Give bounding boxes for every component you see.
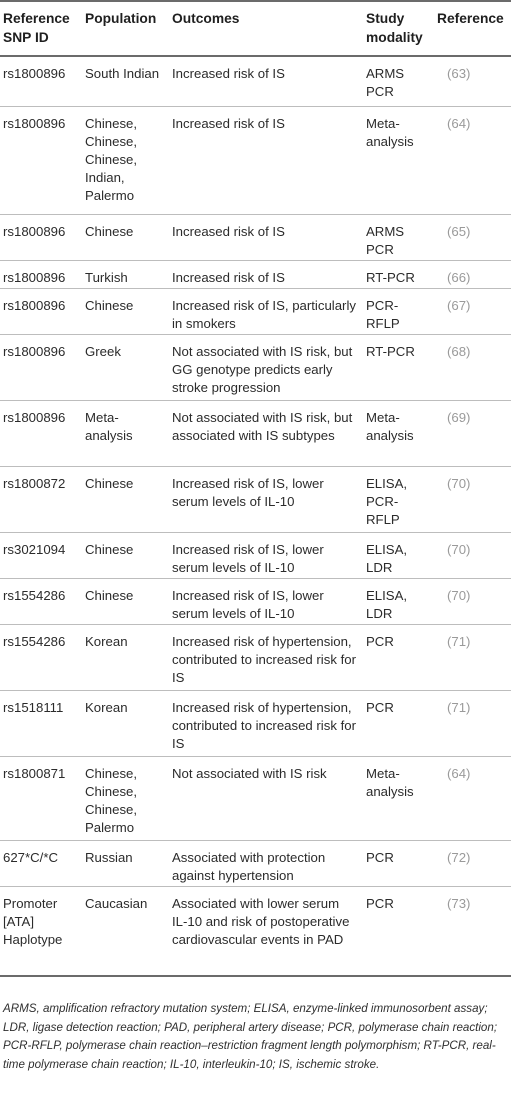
reference-link[interactable]: (71): [433, 624, 511, 690]
snp-id-cell: rs1800871: [0, 756, 81, 840]
study-modality-cell: ELISA, LDR: [362, 532, 433, 578]
study-modality-cell: PCR-RFLP: [362, 288, 433, 334]
outcomes-cell: Associated with lower serum IL-10 and risk of postoperative cardiovascular events in PAD: [168, 886, 362, 976]
study-modality-cell: Meta-analysis: [362, 756, 433, 840]
table-row: [0, 334, 511, 400]
population-cell: South Indian: [81, 56, 168, 106]
table-row: [0, 690, 511, 756]
table-footnote: ARMS, amplification refractory mutation system; ELISA, enzyme-linked immunosorbent assay; LDR, ligase detection reaction; PAD, peripheral artery disease; PCR, polymerase chain reaction; PCR-RFLP, polymerase chain reaction–restriction fragment length polymorphism; RT-PCR, real-time polymerase chain reaction; IL-10, interleukin-10; IS, ischemic stroke.: [3, 1002, 498, 1071]
header-study-modality: Study modality: [362, 2, 433, 56]
reference-link[interactable]: (66): [433, 260, 511, 288]
outcomes-cell: Increased risk of IS: [168, 214, 362, 260]
table-row: [0, 106, 511, 214]
population-cell: Russian: [81, 840, 168, 886]
outcomes-cell: Increased risk of IS: [168, 106, 362, 214]
outcomes-cell: Associated with protection against hypertension: [168, 840, 362, 886]
snp-id-cell: Promoter [ATA] Haplotype: [0, 886, 81, 976]
study-modality-cell: PCR: [362, 690, 433, 756]
header-outcomes: Outcomes: [168, 2, 362, 56]
outcomes-cell: Increased risk of IS, lower serum levels of IL-10: [168, 466, 362, 532]
table-row: [0, 260, 511, 288]
population-cell: Korean: [81, 624, 168, 690]
reference-link[interactable]: (64): [433, 106, 511, 214]
study-modality-cell: ARMS PCR: [362, 56, 433, 106]
header-population: Population: [81, 2, 168, 56]
snp-id-cell: rs1800896: [0, 288, 81, 334]
population-cell: Chinese: [81, 578, 168, 624]
study-modality-cell: RT-PCR: [362, 334, 433, 400]
snp-id-cell: rs1800872: [0, 466, 81, 532]
snp-id-cell: rs1518111: [0, 690, 81, 756]
outcomes-cell: Increased risk of IS, lower serum levels of IL-10: [168, 578, 362, 624]
snp-id-cell: rs1554286: [0, 624, 81, 690]
study-modality-cell: Meta-analysis: [362, 400, 433, 466]
reference-link[interactable]: (69): [433, 400, 511, 466]
reference-link[interactable]: (63): [433, 56, 511, 106]
study-modality-cell: PCR: [362, 840, 433, 886]
reference-link[interactable]: (73): [433, 886, 511, 976]
table-row: [0, 578, 511, 624]
snp-id-cell: rs1800896: [0, 106, 81, 214]
reference-link[interactable]: (65): [433, 214, 511, 260]
population-cell: Chinese: [81, 466, 168, 532]
snp-id-cell: rs1800896: [0, 56, 81, 106]
snp-id-cell: rs1800896: [0, 260, 81, 288]
outcomes-cell: Not associated with IS risk: [168, 756, 362, 840]
outcomes-cell: Increased risk of IS: [168, 260, 362, 288]
header-snp-id: Reference SNP ID: [0, 2, 81, 56]
population-cell: Meta-analysis: [81, 400, 168, 466]
outcomes-cell: Increased risk of IS, lower serum levels of IL-10: [168, 532, 362, 578]
reference-link[interactable]: (64): [433, 756, 511, 840]
reference-link[interactable]: (70): [433, 466, 511, 532]
study-modality-cell: PCR: [362, 624, 433, 690]
population-cell: Turkish: [81, 260, 168, 288]
table-row: [0, 466, 511, 532]
table-row: [0, 288, 511, 334]
outcomes-cell: Not associated with IS risk, but associated with IS subtypes: [168, 400, 362, 466]
table-row: [0, 886, 511, 976]
snp-id-cell: rs1554286: [0, 578, 81, 624]
table-row: [0, 840, 511, 886]
population-cell: Korean: [81, 690, 168, 756]
study-modality-cell: ELISA, LDR: [362, 578, 433, 624]
study-modality-cell: ARMS PCR: [362, 214, 433, 260]
table-header-row: [0, 2, 511, 56]
study-modality-cell: ELISA, PCR-RFLP: [362, 466, 433, 532]
population-cell: Greek: [81, 334, 168, 400]
snp-id-cell: rs3021094: [0, 532, 81, 578]
study-modality-cell: RT-PCR: [362, 260, 433, 288]
reference-link[interactable]: (72): [433, 840, 511, 886]
snp-id-cell: rs1800896: [0, 214, 81, 260]
study-modality-cell: Meta-analysis: [362, 106, 433, 214]
table-row: [0, 532, 511, 578]
reference-link[interactable]: (71): [433, 690, 511, 756]
table-row: [0, 756, 511, 840]
snp-id-cell: 627*C/*C: [0, 840, 81, 886]
population-cell: Chinese: [81, 288, 168, 334]
outcomes-cell: Not associated with IS risk, but GG genotype predicts early stroke progression: [168, 334, 362, 400]
outcomes-cell: Increased risk of hypertension, contributed to increased risk for IS: [168, 690, 362, 756]
table-row: [0, 214, 511, 260]
snp-id-cell: rs1800896: [0, 334, 81, 400]
outcomes-cell: Increased risk of IS: [168, 56, 362, 106]
study-modality-cell: PCR: [362, 886, 433, 976]
population-cell: Chinese, Chinese, Chinese, Indian, Palermo: [81, 106, 168, 214]
reference-link[interactable]: (68): [433, 334, 511, 400]
reference-link[interactable]: (70): [433, 532, 511, 578]
table-row: [0, 624, 511, 690]
population-cell: Chinese, Chinese, Chinese, Palermo: [81, 756, 168, 840]
population-cell: Chinese: [81, 214, 168, 260]
snp-table: [0, 2, 511, 977]
table-row: [0, 56, 511, 106]
population-cell: Caucasian: [81, 886, 168, 976]
snp-id-cell: rs1800896: [0, 400, 81, 466]
table-body: [0, 56, 511, 976]
header-reference: Reference: [433, 2, 511, 56]
reference-link[interactable]: (70): [433, 578, 511, 624]
outcomes-cell: Increased risk of IS, particularly in smokers: [168, 288, 362, 334]
table-row: [0, 400, 511, 466]
reference-link[interactable]: (67): [433, 288, 511, 334]
population-cell: Chinese: [81, 532, 168, 578]
outcomes-cell: Increased risk of hypertension, contributed to increased risk for IS: [168, 624, 362, 690]
